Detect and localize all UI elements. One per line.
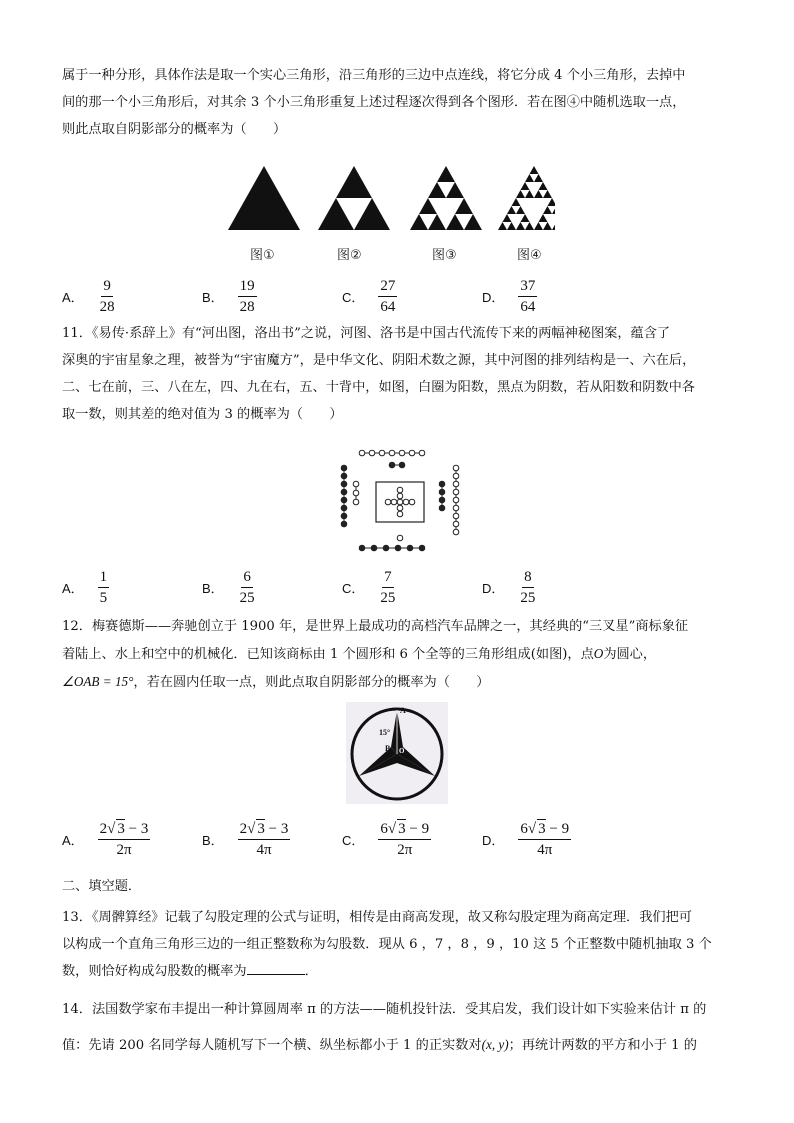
q12-text <box>62 613 732 696</box>
yin-dot <box>439 497 445 503</box>
sierpinski-stage-4 <box>525 222 534 230</box>
sierpinski-figures <box>225 164 555 232</box>
q10-line-1: 属于一种分形，具体作法是取一个实心三角形，沿三角形的三边中点连线，将它分成 4 个小三角形，去掉中 <box>62 68 686 83</box>
sierpinski-stage-3 <box>428 182 446 198</box>
sierpinski-stage-4 <box>516 206 525 214</box>
sierpinski-stage-2 <box>354 198 390 230</box>
sierpinski-stage-4 <box>539 214 548 222</box>
var-o: O <box>593 646 604 661</box>
pair-xy: (x, y) <box>481 1037 509 1052</box>
yin-dot <box>439 481 445 487</box>
yang-dot <box>353 481 359 487</box>
sierpinski-stage-4 <box>512 198 521 206</box>
q11-option-c[interactable]: C． $\frac{7}{25}$ <box>342 568 396 606</box>
label-b: B <box>385 744 391 753</box>
q13-text <box>62 904 732 985</box>
sierpinski-stage-4 <box>552 206 555 214</box>
q12-line-1: 12．梅赛德斯——奔驰创立于 1900 年，是世界上最成功的高档汽车品牌之一，其经典的“三叉星”商标象征 <box>62 619 689 634</box>
q10-line-2: 间的那一个小三角形后，对其余 3 个小三角形重复上述过程逐次得到各个图形．若在图④中随机选取一点， <box>62 95 686 110</box>
sierpinski-stage-4 <box>521 182 530 190</box>
sierpinski-stage-4 <box>516 190 525 198</box>
center-dot <box>403 499 409 505</box>
yang-dot <box>453 465 459 471</box>
yin-dot <box>341 465 347 471</box>
yang-dot <box>453 513 459 519</box>
center-dot <box>397 505 403 511</box>
sierpinski-stage-3 <box>419 198 437 214</box>
sierpinski-stage-4 <box>525 190 534 198</box>
center-dot <box>397 493 403 499</box>
caption-fig-2: 图② <box>337 248 362 263</box>
yang-dot <box>409 450 415 456</box>
label-o: O <box>399 747 405 755</box>
yin-dot <box>341 489 347 495</box>
sierpinski-stage-4 <box>543 206 552 214</box>
sierpinski-stage-4 <box>534 190 543 198</box>
yin-dot <box>439 505 445 511</box>
q10-text <box>62 62 732 143</box>
q12-line-2: 着陆上、水上和空中的机械化．已知该商标由 1 个圆形和 6 个全等的三角形组成(如图)，点O为圆心， <box>62 646 657 662</box>
caption-fig-4: 图④ <box>517 248 542 263</box>
q10-option-a[interactable]: A． $\frac{9}{28}$ <box>62 277 115 315</box>
sierpinski-stage-4 <box>525 174 534 182</box>
caption-fig-1: 图① <box>250 248 275 263</box>
caption-fig-3: 图③ <box>432 248 457 263</box>
center-dot <box>409 499 415 505</box>
yin-dot <box>341 497 347 503</box>
q11-text <box>62 320 732 428</box>
q12-option-d[interactable]: D． $\frac{6√ 3 - 9}{4\pi}$ <box>482 821 570 858</box>
yin-dot <box>359 545 365 551</box>
blade-right-lower <box>394 754 435 776</box>
yin-dot <box>407 545 413 551</box>
q12-line-3: ∠OAB = 15°，若在圆内任取一点，则此点取自阴影部分的概率为（ ） <box>62 674 490 690</box>
yin-dot <box>399 462 405 468</box>
sierpinski-stage-3 <box>437 166 455 182</box>
q12-options <box>62 815 732 863</box>
yin-dot <box>383 545 389 551</box>
yang-dot <box>353 499 359 505</box>
sierpinski-stage-4 <box>552 222 555 230</box>
hetu-diagram <box>330 448 470 554</box>
yin-dot <box>341 505 347 511</box>
sierpinski-stage-3 <box>455 198 473 214</box>
center-dot <box>397 487 403 493</box>
center-dot <box>397 511 403 517</box>
label-a: A <box>400 706 406 715</box>
q10-option-c[interactable]: C． $\frac{27}{64}$ <box>342 277 396 315</box>
q11-line-4: 取一数，则其差的绝对值为 3 的概率为（ ） <box>62 407 343 422</box>
mercedes-figure-bg <box>346 702 448 804</box>
sierpinski-stage-4 <box>521 214 530 222</box>
q13-line-2: 以构成一个直角三角形三边的一组正整数称为勾股数．现从 6 ，7 ，8 ，9 ，10 这 5 个正整数中随机抽取 3 个 <box>62 937 712 952</box>
sierpinski-stage-1 <box>228 166 300 230</box>
q11-line-1: 11．《易传·系辞上》有“河出图，洛出书”之说，河图、洛书是中国古代流传下来的两幅神秘图案，蕴含了 <box>62 326 671 341</box>
q13-answer-blank[interactable] <box>247 960 305 975</box>
yang-dot <box>453 473 459 479</box>
q12-option-c[interactable]: C． $\frac{6√ 3 - 9}{2\pi}$ <box>342 821 430 858</box>
q12-option-b[interactable]: B． $\frac{2√ 3 - 3}{4\pi}$ <box>202 821 289 858</box>
q11-options <box>62 563 732 611</box>
q13-line-1: 13．《周髀算经》记载了勾股定理的公式与证明，相传是由商高发现，故又称勾股定理为商高定理．我们把可 <box>62 910 692 925</box>
yang-dot <box>353 490 359 496</box>
yin-dot <box>341 481 347 487</box>
angle-oab: ∠OAB = 15° <box>62 674 134 689</box>
sierpinski-stage-4 <box>503 214 512 222</box>
yang-dot <box>389 450 395 456</box>
yang-dot <box>453 529 459 535</box>
yang-dot <box>379 450 385 456</box>
sierpinski-stage-2 <box>318 198 354 230</box>
center-dot <box>385 499 391 505</box>
sierpinski-stage-4 <box>534 174 543 182</box>
sierpinski-stage-4 <box>543 222 552 230</box>
yang-dot <box>419 450 425 456</box>
yin-dot <box>395 545 401 551</box>
q12-option-a[interactable]: A． $\frac{2√ 3 - 3}{2\pi}$ <box>62 821 149 858</box>
q11-option-b[interactable]: B． $\frac{6}{25}$ <box>202 568 255 606</box>
q10-option-d[interactable]: D． $\frac{37}{64}$ <box>482 277 536 315</box>
sierpinski-stage-3 <box>446 214 464 230</box>
q13-line-3: 数，则恰好构成勾股数的概率为 ． <box>62 958 732 985</box>
yin-dot <box>341 513 347 519</box>
sierpinski-stage-4 <box>539 182 548 190</box>
yang-dot <box>369 450 375 456</box>
yang-dot <box>359 450 365 456</box>
sierpinski-stage-4 <box>516 222 525 230</box>
sierpinski-stage-4 <box>507 222 516 230</box>
sierpinski-stage-4 <box>530 166 539 174</box>
mercedes-logo <box>346 702 448 804</box>
yin-dot <box>439 489 445 495</box>
yang-dot <box>453 497 459 503</box>
blade-top-left <box>391 710 397 754</box>
sierpinski-stage-3 <box>464 214 482 230</box>
q10-line-3: 则此点取自阴影部分的概率为（ ） <box>62 122 287 137</box>
yang-dot <box>453 505 459 511</box>
sierpinski-stage-4 <box>534 222 543 230</box>
center-dot <box>397 499 403 505</box>
sierpinski-stage-3 <box>446 182 464 198</box>
sierpinski-stage-4 <box>548 198 556 206</box>
q14-text <box>62 996 732 1059</box>
blade-left-lower <box>359 754 400 776</box>
sierpinski-stage-3 <box>428 214 446 230</box>
yin-dot <box>419 545 425 551</box>
q10-options <box>62 272 732 320</box>
q11-line-3: 二、七在前，三、八在左，四、九在右，五、十背中，如图，白圈为阳数，黑点为阴数，若从阳数和阴数中各 <box>62 380 695 395</box>
yin-dot <box>341 473 347 479</box>
label-angle: 15° <box>379 728 391 737</box>
q10-option-b[interactable]: B． $\frac{19}{28}$ <box>202 277 255 315</box>
q14-line-2: 值：先请 200 名同学每人随机写下一个横、纵坐标都小于 1 的正实数对(x, y)；再统计两数的平方和小于 1 的 <box>62 1037 697 1053</box>
yin-dot <box>341 521 347 527</box>
sierpinski-stage-3 <box>410 214 428 230</box>
yang-dot <box>397 535 403 541</box>
sierpinski-stage-4 <box>498 222 507 230</box>
q11-option-d[interactable]: D． $\frac{8}{25}$ <box>482 568 536 606</box>
sierpinski-stage-2 <box>336 166 372 198</box>
yin-dot <box>389 462 395 468</box>
section-fill-in-heading: 二、填空题． <box>62 879 142 894</box>
yang-dot <box>453 521 459 527</box>
center-dot <box>391 499 397 505</box>
yang-dot <box>453 481 459 487</box>
yin-dot <box>371 545 377 551</box>
q11-line-2: 深奥的宇宙星象之理，被誉为“宇宙魔方”，是中华文化、阴阳术数之源，其中河图的排列结构是一、六在后， <box>62 353 696 368</box>
yang-dot <box>453 489 459 495</box>
q11-option-a[interactable]: A． $\frac{1}{5}$ <box>62 568 108 606</box>
q14-line-1: 14．法国数学家布丰提出一种计算圆周率 π 的方法——随机投针法．受其启发，我们设计如下实验来估计 π 的 <box>62 1002 707 1017</box>
sierpinski-stage-4 <box>507 206 516 214</box>
yang-dot <box>399 450 405 456</box>
sierpinski-stage-4 <box>543 190 552 198</box>
